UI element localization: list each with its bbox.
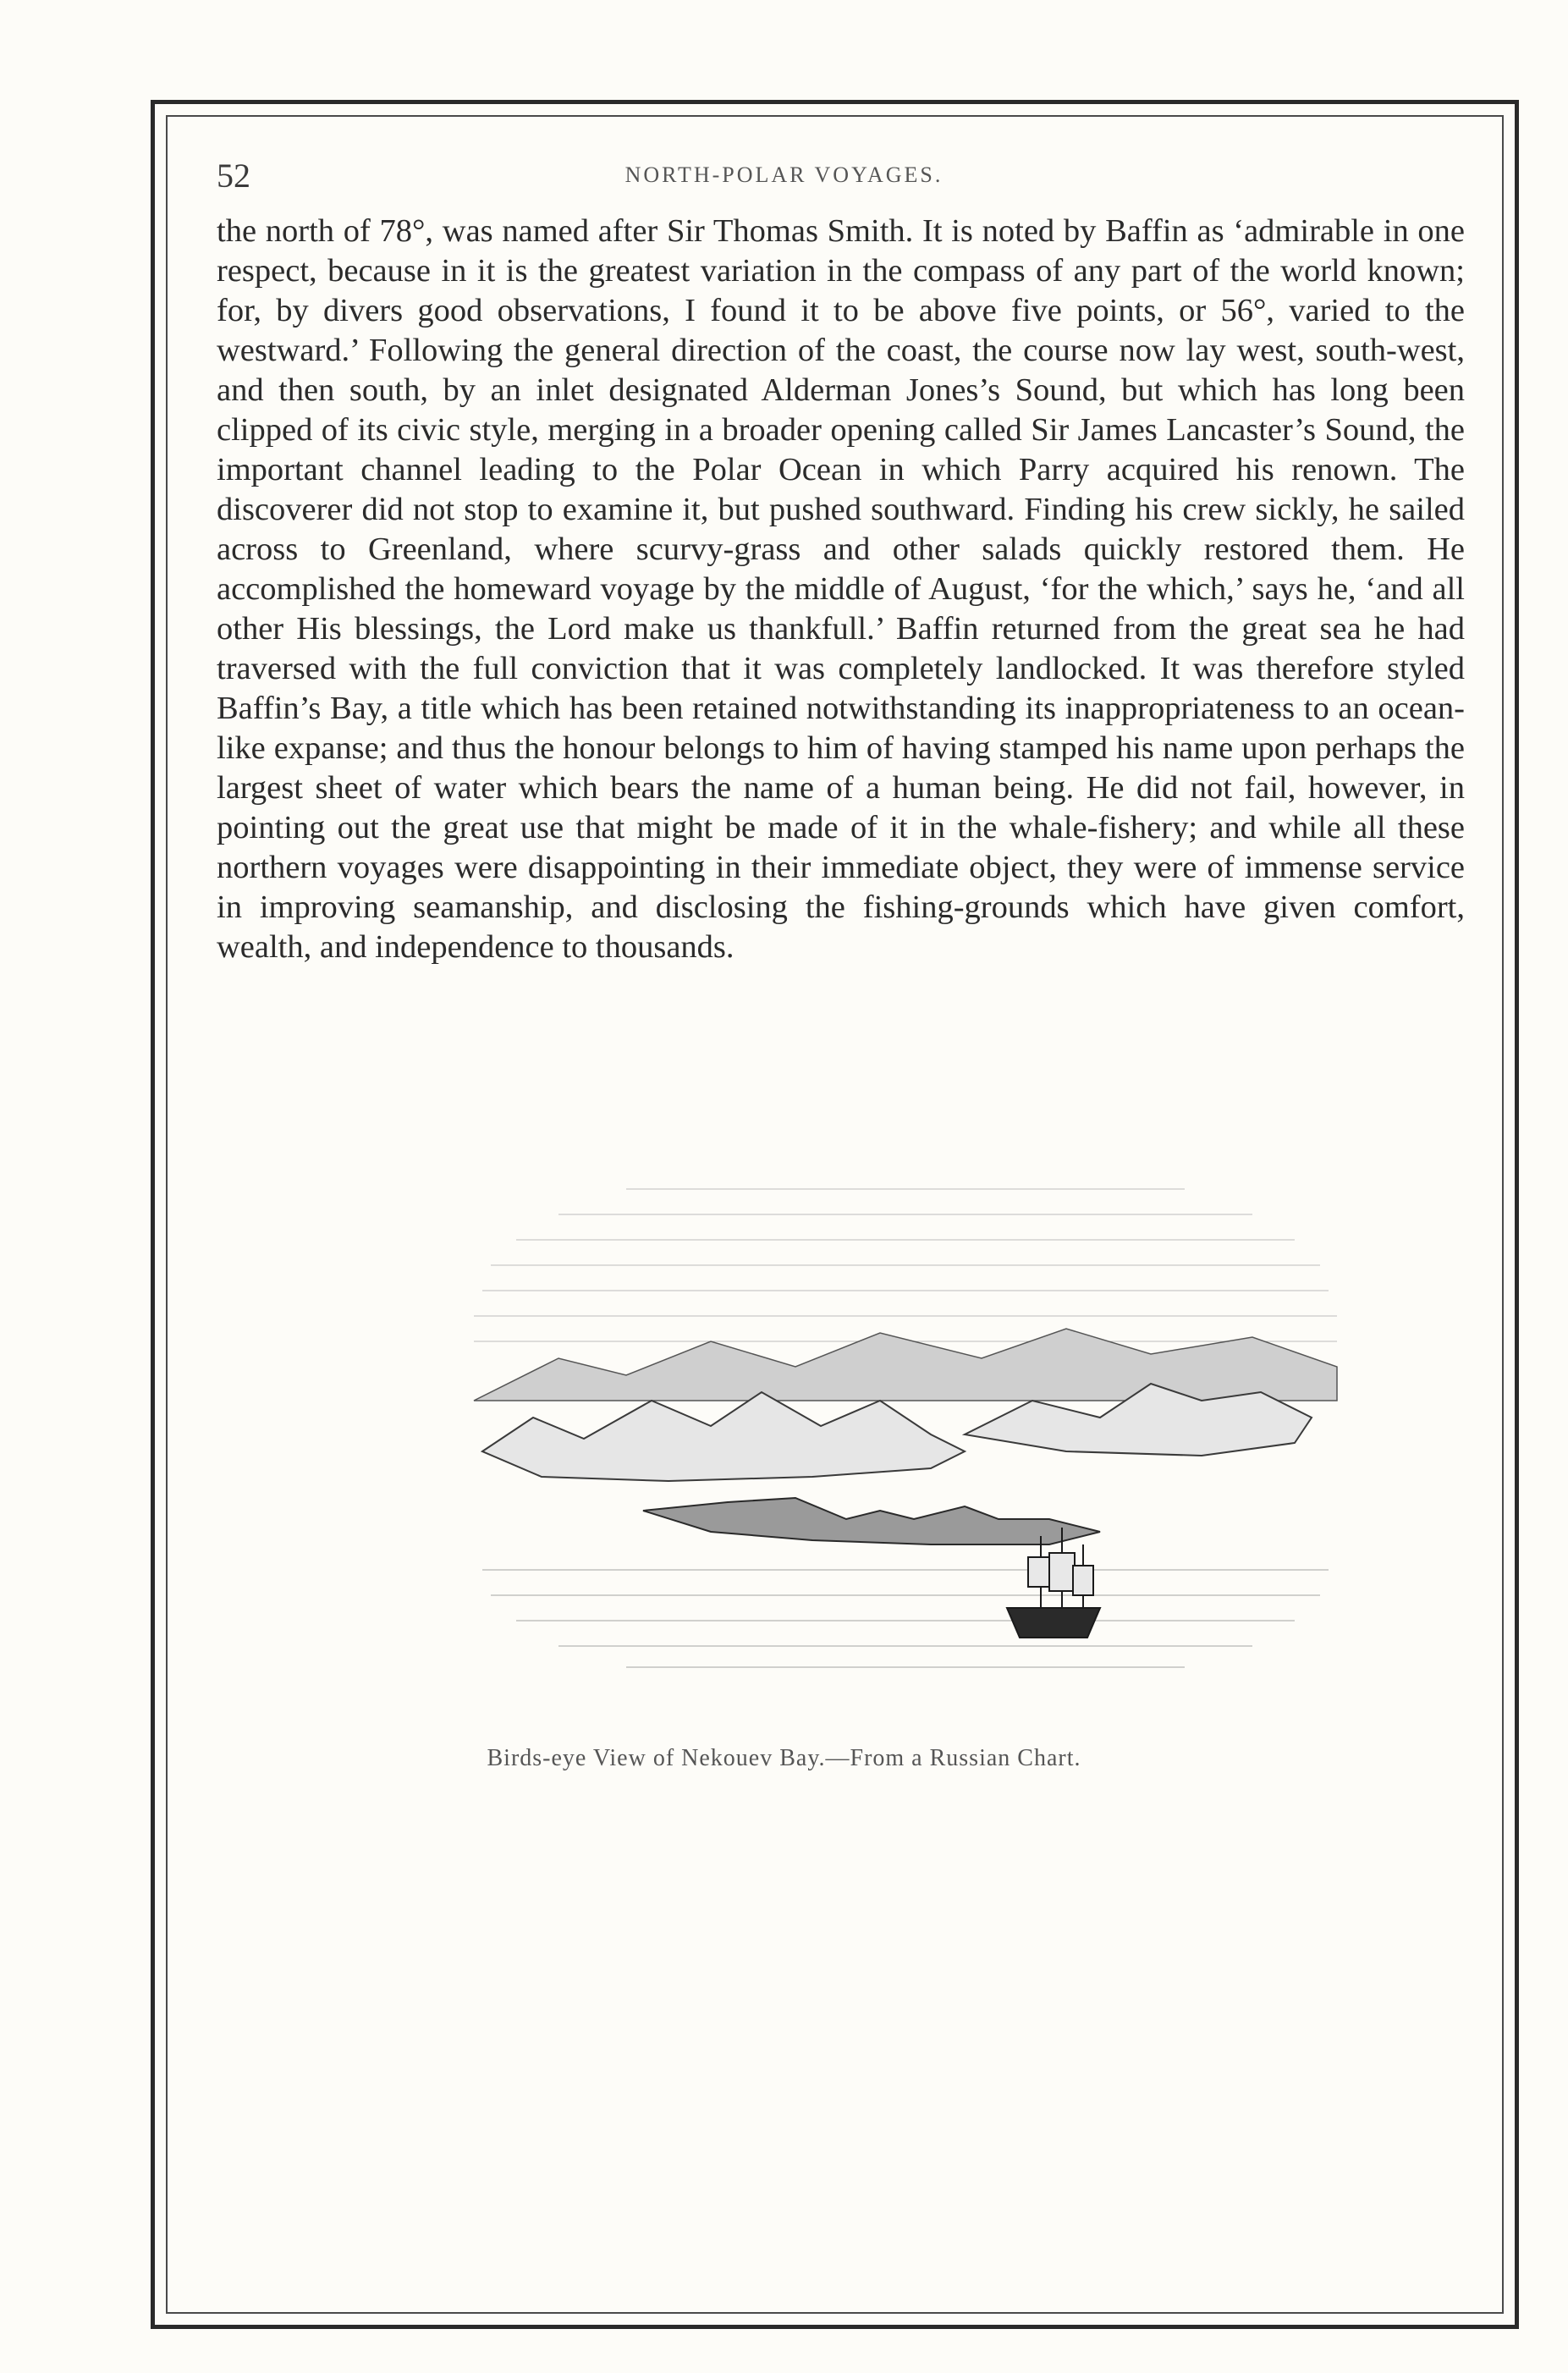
body-paragraph: the north of 78°, was named after Sir Thomas Smith. It is noted by Baffin as ‘admirable in one respect, because in it is the greatest variation in the compass of any part of the world known; for, by divers good observations, I found it to be above five points, or 56°, varied to the westward.’ Following the general direction of the coast, the course now lay west, south-west, and then south, by an inlet designated Alderman Jones’s Sound, but which has long been clipped of its civic style, merging in a broader opening called Sir James Lancaster’s Sound, the important channel leading to the Polar Ocean in which Parry acquired his renown. The discoverer did not stop to examine it, but pushed southward. Finding his crew sickly, he sailed across to Greenland, where scurvy-grass and other salads quickly restored them. He accomplished the homeward voyage by the middle of August, ‘for the which,’ says he, ‘and all other His blessings, the Lord make us thankfull.’ Baffin returned from the great sea he had traversed with the full conviction that it was completely landlocked. It was therefore styled Baffin’s Bay, a title which has been retained notwithstanding its inappropriateness to an ocean-like expanse; and thus the honour belongs to him of having stamped his name upon perhaps the largest sheet of water which bears the name of a human being. He did not fail, however, in pointing out the great use that might be made of it in the whale-fishery; and while all these northern voyages were disappointing in their immediate object, they were of immense service in improving seamanship, and disclosing the fishing-grounds which have given comfort, wealth, and independence to thousands.: [217, 213, 1465, 965]
running-head: NORTH-POLAR VOYAGES.: [624, 162, 944, 187]
figure-caption: Birds-eye View of Nekouev Bay.—From a Russian Chart.: [487, 1745, 1081, 1771]
water-lines: [482, 1570, 1329, 1667]
foreground-headland: [643, 1498, 1100, 1544]
distant-mountains: [474, 1329, 1337, 1401]
sky-hatching: [474, 1189, 1337, 1341]
engraving-illustration: [457, 1147, 1354, 1688]
page-number: 52: [217, 157, 250, 195]
